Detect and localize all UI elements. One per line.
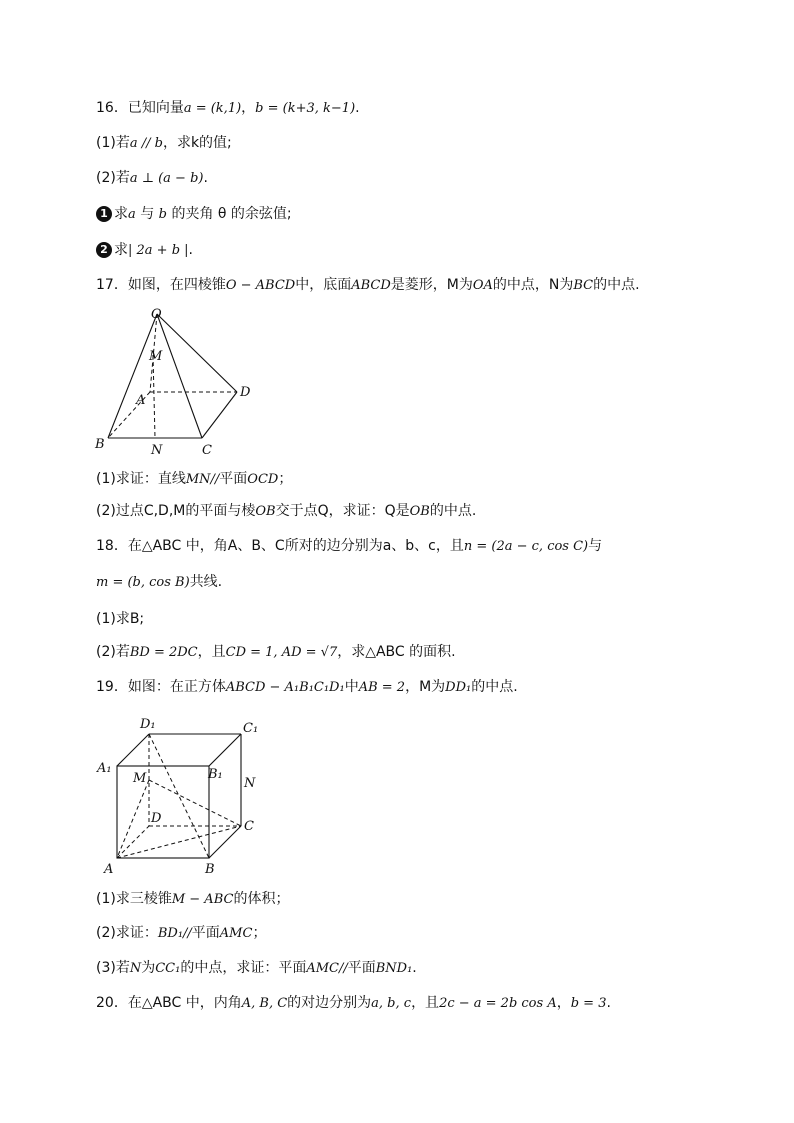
q17-p1-mid: 平面 xyxy=(219,471,248,487)
q18-p2-mid: ，且 xyxy=(197,644,226,660)
label-A: A xyxy=(104,862,114,877)
q18-p2-prefix: (2)若 xyxy=(96,644,130,660)
q19-p2-mid: 平面 xyxy=(191,925,220,941)
q16-p2b-suffix: . xyxy=(188,242,193,258)
label-B: B xyxy=(205,862,215,877)
q20-stem-mid1: 的对边分别为 xyxy=(287,995,372,1011)
q18-p2-suffix: ，求△ABC 的面积. xyxy=(337,644,456,660)
q16-vector-a: a = (k,1) xyxy=(183,101,242,116)
q19-p3-mid1: 为 xyxy=(141,960,156,976)
q17-p2-mid: 交于点Q，求证：Q是 xyxy=(275,503,410,519)
diagonal-D1B xyxy=(149,734,209,858)
q17-stem-prefix: 17．如图，在四棱锥 xyxy=(96,277,226,293)
cube-front-face xyxy=(117,766,209,858)
q20-stem xyxy=(96,993,611,1014)
label-O: O xyxy=(151,307,162,322)
q17-p1-math1: MN// xyxy=(185,472,220,487)
q19-p1-math: M − ABC xyxy=(171,892,234,907)
q19-stem-math1: ABCD − A₁B₁C₁D₁ xyxy=(225,680,345,695)
label-C: C xyxy=(202,443,212,458)
q18-line2-math: m = (b, cos B) xyxy=(96,575,190,590)
q16-part2b xyxy=(96,240,193,261)
label-N: N xyxy=(151,443,163,458)
q17-p2-math1: OB xyxy=(255,504,276,519)
label-D1: D₁ xyxy=(140,717,156,732)
segment-MN xyxy=(153,355,155,438)
q18-part2 xyxy=(96,642,456,663)
q16-p2-prefix: (2)若 xyxy=(96,170,130,186)
q18-stem-prefix: 18．在△ABC 中，角A、B、C所对的边分别为a、b、c，且 xyxy=(96,538,464,554)
q17-p1-math2: OCD xyxy=(247,472,279,487)
edge-BC xyxy=(209,826,241,858)
label-M: M xyxy=(149,349,163,364)
q18-p2-math1: BD = 2DC xyxy=(129,645,198,660)
q16-p2-suffix: . xyxy=(203,170,208,186)
q17-p1-suffix: ； xyxy=(278,471,293,487)
q18-line2-suffix: 共线. xyxy=(189,574,223,590)
q19-p2-prefix: (2)求证： xyxy=(96,925,158,941)
q17-stem-math1: O − ABCD xyxy=(225,278,296,293)
q18-stem-suffix: 与 xyxy=(588,538,603,554)
q16-stem xyxy=(96,98,360,119)
q19-stem-mid2: ，M为 xyxy=(405,679,446,695)
q17-pyramid-figure xyxy=(90,300,260,460)
q20-stem-suffix: . xyxy=(606,995,611,1011)
q16-part1 xyxy=(96,133,232,154)
q19-stem-math3: DD₁ xyxy=(445,680,472,695)
label-M: M xyxy=(133,771,147,786)
q17-stem-mid3: 的中点，N为 xyxy=(492,277,574,293)
q17-p2-prefix: (2)过点C,D,M的平面与棱 xyxy=(96,503,256,519)
edge-OC xyxy=(157,314,202,438)
q16-part2 xyxy=(96,168,208,189)
q19-p3-suffix: . xyxy=(412,960,417,976)
q19-p3-math1: N xyxy=(129,961,142,976)
edge-CD xyxy=(202,392,237,438)
q16-part2a xyxy=(96,204,292,225)
q17-p2-suffix: 的中点. xyxy=(429,503,477,519)
q19-p1-prefix: (1)求三棱锥 xyxy=(96,891,172,907)
q17-p1-prefix: (1)求证：直线 xyxy=(96,471,186,487)
q19-p3-math3: AMC// xyxy=(306,961,348,976)
q18-p1-text: (1)求B; xyxy=(96,611,145,627)
q17-part2 xyxy=(96,501,476,522)
q16-stem-text: 16．已知向量 xyxy=(96,100,184,116)
q17-p2-math2: OB xyxy=(409,504,430,519)
q17-stem-math4: BC xyxy=(573,278,594,293)
q16-p2a-vec-b: b xyxy=(158,207,167,222)
circled-number-two: 2 xyxy=(96,242,112,258)
q16-p1-suffix: ，求k的值; xyxy=(162,135,232,151)
q17-stem-suffix: 的中点. xyxy=(593,277,640,293)
q16-p2b-math: | 2a + b | xyxy=(128,243,189,258)
q19-p2-math1: BD₁// xyxy=(157,926,192,941)
q17-part1 xyxy=(96,469,292,490)
label-A: A xyxy=(136,393,146,408)
q18-stem-math: n = (2a − c, cos C) xyxy=(463,539,589,554)
q17-stem-math2: ABCD xyxy=(351,278,391,293)
edge-B1C1 xyxy=(209,734,241,766)
q16-p2a-suffix: 的夹角 θ 的余弦值; xyxy=(167,206,292,222)
q19-p2-suffix: ； xyxy=(252,925,267,941)
q19-part2 xyxy=(96,923,266,944)
q16-p2a-prefix: 求 xyxy=(114,206,128,222)
q19-stem-mid: 中 xyxy=(344,679,359,695)
q16-vector-b: b = (k+3, k−1) xyxy=(255,101,356,116)
q16-p2a-vec-a: a xyxy=(128,207,136,222)
q19-stem xyxy=(96,677,518,698)
q16-end: . xyxy=(355,100,360,116)
q20-stem-math2: a, b, c xyxy=(371,996,412,1011)
q20-stem-math1: A, B, C xyxy=(241,996,288,1011)
q18-stem-line2 xyxy=(96,572,222,593)
q20-stem-math3: 2c − a = 2b cos A xyxy=(439,996,557,1011)
q19-stem-math2: AB = 2 xyxy=(358,680,406,695)
label-N: N xyxy=(244,776,256,791)
segment-MA xyxy=(117,780,149,858)
q16-p2a-mid: 与 xyxy=(135,206,159,222)
q16-p1-math: a // b xyxy=(129,136,163,151)
edge-OB xyxy=(108,314,157,438)
edge-OD xyxy=(157,314,237,392)
segment-MC xyxy=(149,780,241,826)
q16-p1-prefix: (1)若 xyxy=(96,135,130,151)
q17-stem-math3: OA xyxy=(472,278,493,293)
q17-stem-mid2: 是菱形，M为 xyxy=(390,277,473,293)
q19-p2-math2: AMC xyxy=(219,926,253,941)
q16-p2b-prefix: 求 xyxy=(114,242,128,258)
edge-AD xyxy=(117,826,149,858)
q17-stem-mid1: 中，底面 xyxy=(295,277,352,293)
q18-part1 xyxy=(96,609,144,629)
q20-stem-math4: b = 3 xyxy=(570,996,607,1011)
edge-A1D1 xyxy=(117,734,149,766)
label-C1: C₁ xyxy=(243,721,259,736)
q19-p3-mid2: 的中点，求证：平面 xyxy=(180,960,307,976)
q19-stem-prefix: 19．如图：在正方体 xyxy=(96,679,226,695)
q18-stem xyxy=(96,536,602,557)
label-D: D xyxy=(151,811,162,826)
q17-stem xyxy=(96,275,640,296)
q16-p2-math: a ⊥ (a − b) xyxy=(129,171,204,186)
q18-p2-math2: CD = 1, AD = √7 xyxy=(225,645,338,660)
q19-p3-math2: CC₁ xyxy=(155,961,181,976)
q19-part1 xyxy=(96,889,289,910)
q20-stem-mid3: ， xyxy=(556,995,571,1011)
q19-p3-math4: BND₁ xyxy=(375,961,413,976)
label-C: C xyxy=(244,819,254,834)
q19-p3-prefix: (3)若 xyxy=(96,960,130,976)
q20-stem-prefix: 20．在△ABC 中，内角 xyxy=(96,995,242,1011)
label-D: D xyxy=(240,385,251,400)
q20-stem-mid2: ，且 xyxy=(411,995,440,1011)
label-A1: A₁ xyxy=(97,761,112,776)
q19-stem-suffix: 的中点. xyxy=(471,679,518,695)
q19-p3-mid3: 平面 xyxy=(347,960,376,976)
diagonal-AC xyxy=(117,826,241,858)
q16-separator: ， xyxy=(241,100,256,116)
q19-cube-figure xyxy=(90,710,270,882)
q19-part3 xyxy=(96,958,417,979)
q19-p1-suffix: 的体积； xyxy=(233,891,290,907)
label-B1: B₁ xyxy=(208,767,223,782)
label-B: B xyxy=(95,437,105,452)
circled-number-one: 1 xyxy=(96,206,112,222)
